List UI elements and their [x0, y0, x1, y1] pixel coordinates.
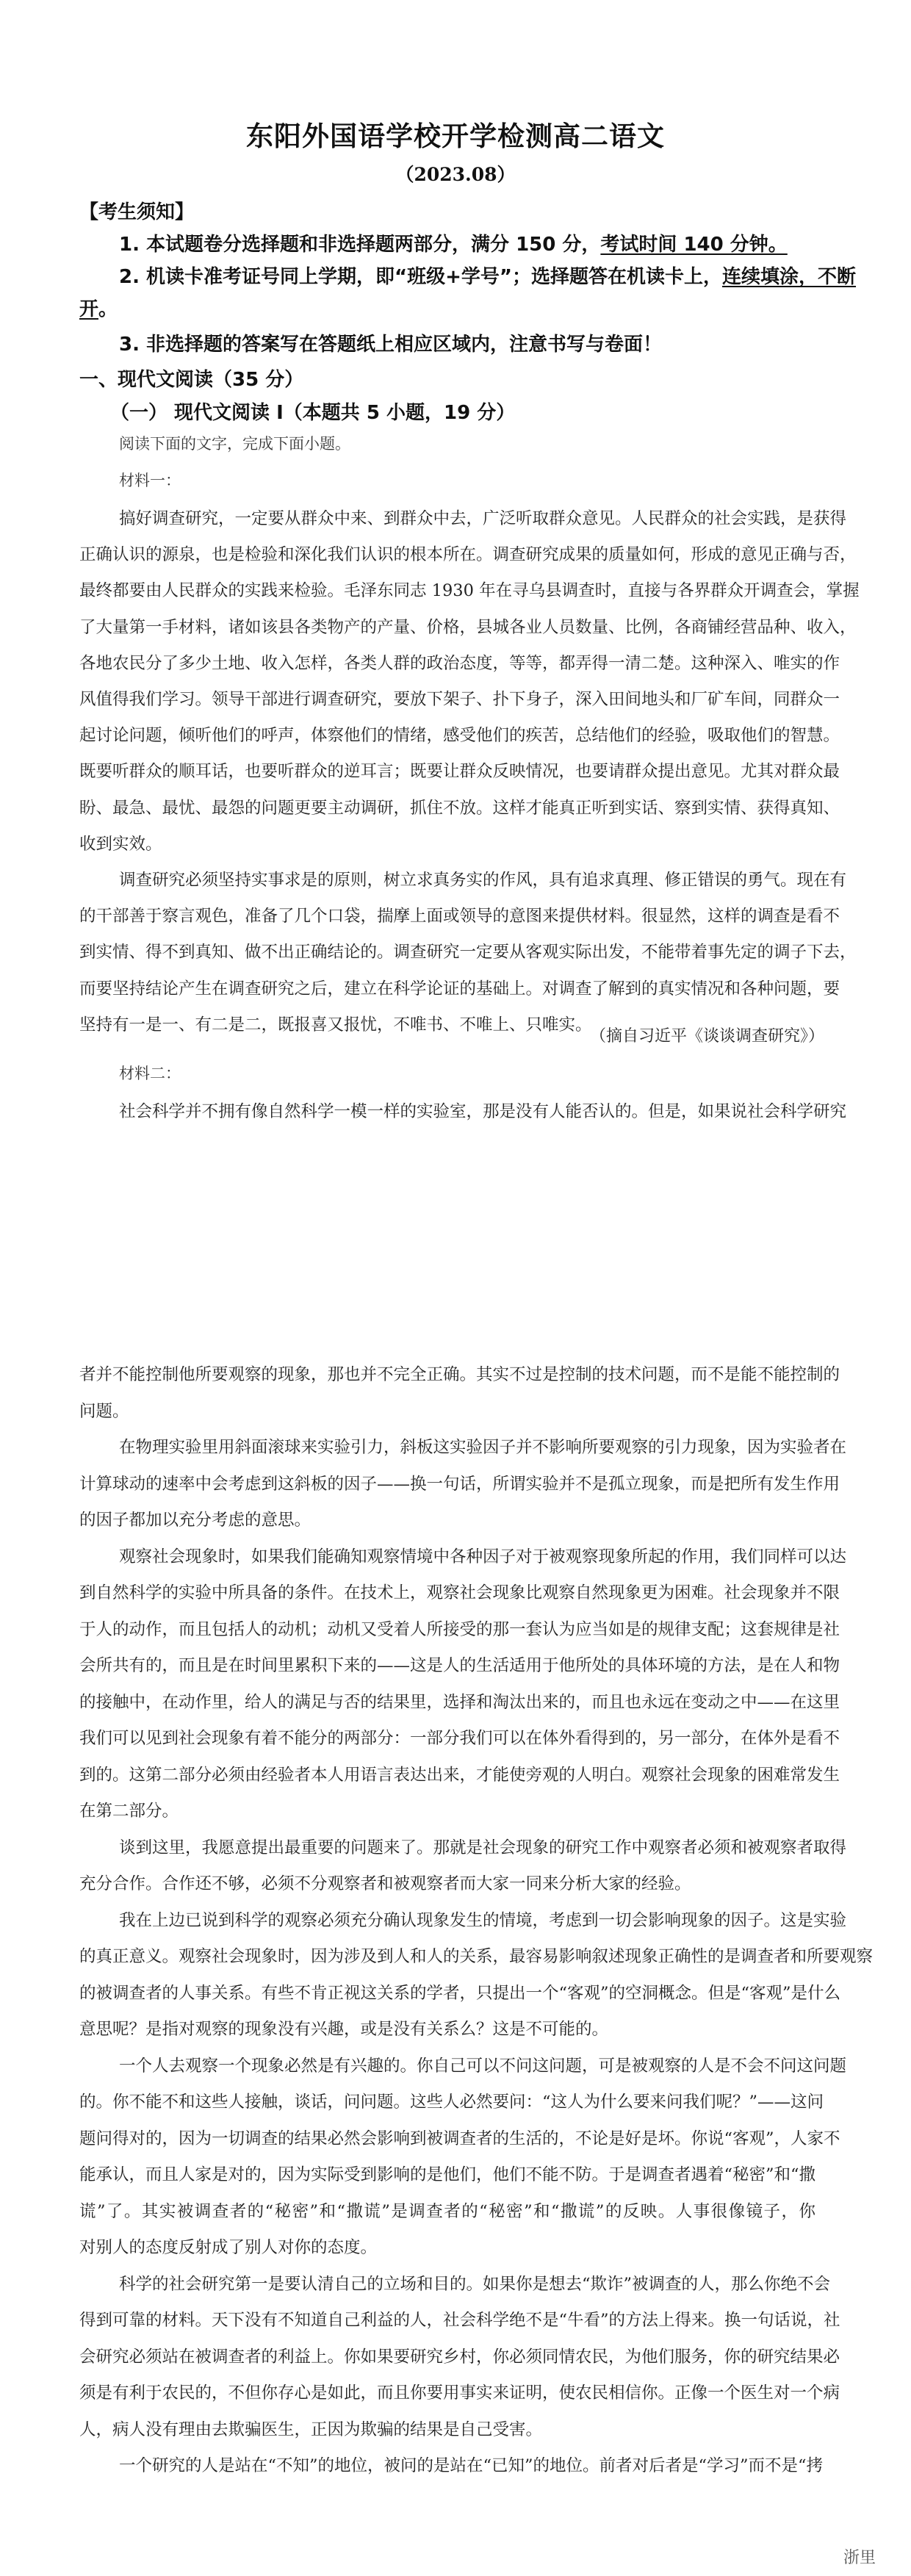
text-line: 能承认，而且人家是对的，因为实际受到影响的是他们，他们不能不防。于是调查者遇着“秘密”和“撒	[79, 2165, 816, 2184]
text-line: 坚持有一是一、有二是二，既报喜又报忧，不唯书、不唯上、只唯实。	[79, 1015, 592, 1035]
text-line: 的因子都加以充分考虑的意思。	[79, 1511, 312, 1530]
text-line: 充分合作。合作还不够，必须不分观察者和被观察者而大家一同来分析大家的经验。	[79, 1874, 691, 1893]
text-line: 在物理实验里用斜面滚球来实验引力，斜板这实验因子并不影响所要观察的引力现象，因为实验者在	[119, 1438, 847, 1457]
notice-item-1-underlined: 考试时间 140 分钟。	[600, 234, 788, 256]
text-line: 调查研究必须坚持实事求是的原则，树立求真务实的作风，具有追求真理、修正错误的勇气。现在有	[119, 871, 847, 890]
text-line: 最终都要由人民群众的实践来检验。毛泽东同志 1930 年在寻乌县调查时，直接与各界群众开调查会，掌握	[79, 581, 860, 601]
text-line: 科学的社会研究第一是要认清自己的立场和目的。如果你是想去“欺诈”被调查的人，那么你绝不会	[119, 2274, 831, 2294]
text-line: 人，病人没有理由去欺骗医生，正因为欺骗的结果是自己受害。	[79, 2420, 543, 2439]
text-line: 各地农民分了多少土地、收入怎样，各类人群的政治态度，等等，都弄得一清二楚。这种深入、唯实的作	[79, 653, 840, 673]
text-line: 意思呢？是指对观察的现象没有兴趣，或是没有关系么？这是不可能的。	[79, 2020, 609, 2039]
text-line: 到自然科学的实验中所具备的条件。在技术上，观察社会现象比观察自然现象更为困难。社会现象并不限	[79, 1583, 840, 1602]
notice-item-2-underlined-end: 开	[79, 298, 99, 320]
text-line: 计算球动的速率中会考虑到这斜板的因子——换一句话，所谓实验并不是孤立现象，而是把所有发生作用	[79, 1474, 840, 1494]
text-line: 到的。这第二部分必须由经验者本人用语言表达出来，才能使旁观的人明白。观察社会现象的困难常发生	[79, 1765, 840, 1785]
text-line: 会研究必须站在被调查者的利益上。你如果要研究乡村，你必须同情农民，为他们服务，你的研究结果必	[79, 2347, 840, 2367]
text-line: 者并不能控制他所要观察的现象，那也并不完全正确。其实不过是控制的技术问题，而不是能不能控制的	[79, 1365, 840, 1384]
material-2-label: 材料二：	[119, 1065, 181, 1082]
notice-item-2-underlined: 连续填涂，不断	[721, 266, 856, 288]
text-line: 的干部善于察言观色，准备了几个口袋，揣摩上面或领导的意图来提供材料。很显然，这样的调查是看不	[79, 907, 840, 927]
material-1-source: （摘自习近平《谈谈调查研究》）	[589, 1027, 824, 1046]
notice-item-1	[119, 229, 788, 256]
text-line: 的接触中，在动作里，给人的满足与否的结果里，选择和淘汰出来的，而且也永远在变动之中——在这里	[79, 1692, 840, 1712]
notice-item-2	[119, 262, 856, 289]
text-line: 一个研究的人是站在“不知”的地位，被问的是站在“已知”的地位。前者对后者是“学习”而不是“拷	[119, 2456, 824, 2475]
text-line: 收到实效。	[79, 834, 162, 854]
text-line: 的。你不能不和这些人接触，谈话，问问题。这些人必然要问：“这人为什么要来问我们呢？”——这问	[79, 2093, 824, 2112]
text-line: 问题。	[79, 1401, 129, 1421]
text-line: 谎”了。其实被调查者的“秘密”和“撒谎”是调查者的“秘密”和“撒谎”的反映。人事很像镜子，你	[79, 2201, 815, 2221]
text-line: 风值得我们学习。领导干部进行调查研究，要放下架子、扑下身子，深入田间地头和厂矿车间，同群众一	[79, 690, 840, 709]
text-line: 既要听群众的顺耳话，也要听群众的逆耳言；既要让群众反映情况，也要请群众提出意见。尤其对群众最	[79, 762, 840, 782]
watermark: 浙里	[843, 2549, 876, 2567]
text-line: 盼、最急、最忧、最怨的问题更要主动调研，抓住不放。这样才能真正听到实话、察到实情、获得真知、	[79, 798, 840, 818]
notice-heading: 【考生须知】	[79, 201, 195, 223]
text-line: 于人的动作，而且包括人的动机；动机又受着人所接受的那一套认为应当如是的规律支配；这套规律是社	[79, 1619, 840, 1639]
text-line: 对别人的态度反射成了别人对你的态度。	[79, 2238, 378, 2257]
text-line: 题问得对的，因为一切调查的结果必然会影响到被调查者的生活的，不论是好是坏。你说“客观”，人家不	[79, 2129, 840, 2148]
notice-item-2-continuation	[79, 294, 118, 321]
text-line: 一个人去观察一个现象必然是有兴趣的。你自己可以不问这问题，可是被观察的人是不会不问这问题	[119, 2056, 847, 2076]
instruction-text: 阅读下面的文字，完成下面小题。	[119, 435, 350, 453]
notice-item-3: 3. 非选择题的答案写在答题纸上相应区域内，注意书写与卷面！	[119, 334, 663, 356]
text-line: 我在上边已说到科学的观察必须充分确认现象发生的情境，考虑到一切会影响现象的因子。这是实验	[119, 1910, 847, 1930]
exam-date: （2023.08）	[395, 164, 516, 185]
text-line: 正确认识的源泉，也是检验和深化我们认识的根本所在。调查研究成果的质量如何，形成的意见正确与否，	[79, 545, 857, 565]
section-heading: 一、现代文阅读（35 分）	[79, 369, 304, 391]
text-line: 的被调查者的人事关系。有些不肯正视这关系的学者，只提出一个“客观”的空洞概念。但是“客观”是什么	[79, 1983, 841, 2003]
text-line: 搞好调查研究，一定要从群众中来、到群众中去，广泛听取群众意见。人民群众的社会实践，是获得	[119, 509, 847, 528]
notice-item-2-period: 。	[98, 298, 118, 320]
material-2-first-line: 社会科学并不拥有像自然科学一模一样的实验室，那是没有人能否认的。但是，如果说社会科学研究	[119, 1102, 847, 1121]
text-line: 的真正意义。观察社会现象时，因为涉及到人和人的关系，最容易影响叙述现象正确性的是调查者和所要观察	[79, 1947, 874, 1966]
notice-item-2-text: 2. 机读卡准考证号同上学期，即“班级+学号”；选择题答在机读卡上，	[119, 266, 722, 288]
text-line: 了大量第一手材料，诸如该县各类物产的产量、价格，县城各业人员数量、比例，各商铺经营品种、收入，	[79, 617, 857, 637]
text-line: 须是有利于农民的，不但你存心是如此，而且你要用事实来证明，使农民相信你。正像一个医生对一个病	[79, 2383, 840, 2403]
page-title: 东阳外国语学校开学检测高二语文	[246, 120, 665, 152]
text-line: 谈到这里，我愿意提出最重要的问题来了。那就是社会现象的研究工作中观察者必须和被观察者取得	[119, 1838, 847, 1857]
material-1-label: 材料一：	[119, 472, 181, 489]
text-line: 会所共有的，而且是在时间里累积下来的——这是人的生活适用于他所处的具体环境的方法，是在人和物	[79, 1656, 840, 1675]
text-line: 得到可靠的材料。天下没有不知道自己利益的人，社会科学绝不是“牛看”的方法上得来。换一句话说，社	[79, 2311, 840, 2330]
sub-section-heading: （一） 现代文阅读 I（本题共 5 小题，19 分）	[110, 402, 516, 424]
text-line: 观察社会现象时，如果我们能确知观察情境中各种因子对于被观察现象所起的作用，我们同样可以达	[119, 1547, 847, 1566]
text-line: 到实情、得不到真知、做不出正确结论的。调查研究一定要从客观实际出发，不能带着事先定的调子下去，	[79, 943, 857, 963]
text-line: 我们可以见到社会现象有着不能分的两部分：一部分我们可以在体外看得到的，另一部分，在体外是看不	[79, 1729, 840, 1748]
text-line: 在第二部分。	[79, 1802, 179, 1821]
text-line: 而要坚持结论产生在调查研究之后，建立在科学论证的基础上。对调查了解到的真实情况和各种问题，要	[79, 979, 840, 999]
notice-item-1-text: 1. 本试题卷分选择题和非选择题两部分，满分 150 分，	[119, 234, 601, 256]
text-line: 起讨论问题，倾听他们的呼声，体察他们的情绪，感受他们的疾苦，总结他们的经验，吸取他们的智慧。	[79, 726, 840, 746]
